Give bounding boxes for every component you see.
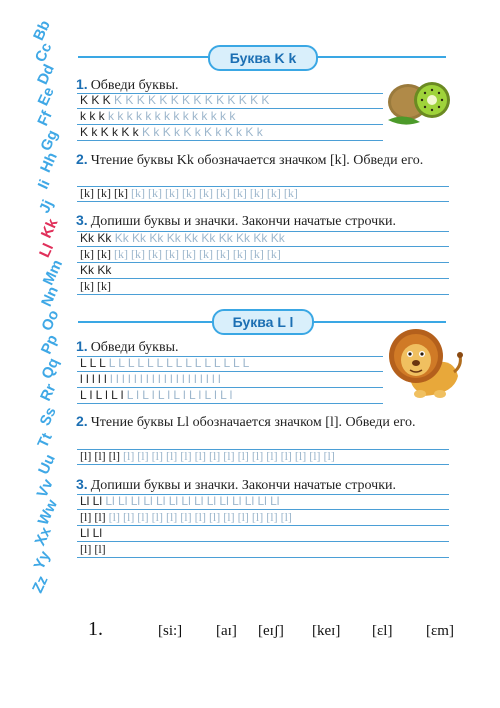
- alphabet-letter: Gg: [37, 127, 62, 154]
- row-solid: [l] [l] [l]: [80, 449, 120, 463]
- task-2-l: [76, 413, 452, 431]
- task-number: 3.: [76, 476, 88, 492]
- row-solid: [k] [k]: [80, 247, 111, 261]
- task-text: Допиши буквы и значки. Закончи начатые строчки.: [90, 214, 397, 229]
- alphabet-letter: Cc: [31, 40, 56, 65]
- row-trace: L l L l L l L l L l L l L l: [126, 388, 233, 402]
- title-divider: [312, 321, 446, 323]
- task-number: 3.: [76, 212, 88, 228]
- alphabet-letter: Zz: [29, 573, 52, 596]
- alphabet-letter: Ii: [34, 177, 54, 192]
- alphabet-letter: Vv: [33, 476, 57, 501]
- trace-row: [77, 388, 383, 404]
- trace-row: [77, 372, 383, 388]
- write-row: [77, 279, 449, 295]
- kiwi-fruit-icon: [384, 74, 456, 130]
- alphabet-letter: Jj: [35, 197, 57, 216]
- alphabet-letter-highlight: Ll: [36, 240, 58, 261]
- task-text: Обведи буквы.: [90, 340, 179, 355]
- alphabet-letter: Uu: [35, 451, 59, 478]
- alphabet-letter: Bb: [30, 17, 54, 44]
- trace-row: [77, 356, 383, 372]
- task-2-k: [76, 151, 452, 169]
- alphabet-letter: Mm: [39, 257, 67, 288]
- alphabet-letter: Xx: [31, 524, 55, 549]
- row-trace: [l] [l] [l] [l] [l] [l] [l] [l] [l] [l] [l] [l] [l] [l] [l]: [122, 449, 335, 463]
- row-solid: L l L l L l: [80, 388, 124, 402]
- alphabet-letter: Ww: [34, 497, 62, 528]
- answer-item: [ɛl]: [372, 623, 393, 639]
- alphabet-letter: Tt: [34, 430, 56, 451]
- write-row: [77, 542, 449, 558]
- alphabet-letter: Qq: [38, 355, 63, 382]
- row-solid: K k K k K k: [80, 125, 139, 139]
- section-title-l: Буква L l: [212, 309, 314, 335]
- row-solid: l l l l l: [80, 372, 107, 386]
- row-trace: [k] [k] [k] [k] [k] [k] [k] [k] [k] [k]: [130, 186, 298, 200]
- alphabet-letter: Oo: [38, 307, 63, 334]
- row-trace: l l l l l l l l l l l l l l l l l l l: [110, 372, 221, 386]
- row-trace: K K K K K K K K K K K K K K: [114, 93, 270, 107]
- row-trace: L L L L L L L L L L L L L L L: [108, 356, 250, 370]
- row-trace: Ll Ll Ll Ll Ll Ll Ll Ll Ll Ll Ll Ll Ll Ll: [105, 494, 280, 508]
- task-number: 1.: [76, 76, 88, 92]
- task-text: Чтение буквы Ll обозначается значком [l]. Обведи его.: [90, 415, 416, 430]
- section-title-k: Буква K k: [208, 45, 318, 71]
- row-solid: L L L: [80, 356, 106, 370]
- task-number: 2.: [76, 413, 88, 429]
- task-number: 1.: [76, 338, 88, 354]
- row-solid: [l] [l]: [80, 510, 106, 524]
- title-divider: [316, 56, 446, 58]
- alphabet-letter: Dd: [34, 61, 58, 88]
- trace-row: [77, 93, 383, 109]
- alphabet-letter: Ss: [36, 404, 60, 429]
- lion-illustration: [384, 326, 464, 402]
- alphabet-letter: Rr: [37, 381, 60, 404]
- alphabet-letter: Yy: [30, 548, 54, 573]
- row-solid: Kk Kk: [80, 263, 112, 277]
- title-divider: [78, 321, 212, 323]
- row-solid: [k] [k] [k]: [80, 186, 128, 200]
- task-3-k: [76, 212, 396, 230]
- write-row: [77, 231, 449, 247]
- alphabet-letter: Ee: [34, 84, 58, 109]
- task-text: Допиши буквы и значки. Закончи начатые строчки.: [90, 478, 397, 493]
- row-trace: Kk Kk Kk Kk Kk Kk Kk Kk Kk Kk: [114, 231, 285, 245]
- write-row: [77, 247, 449, 263]
- row-solid: k k k: [80, 109, 105, 123]
- title-divider: [78, 56, 208, 58]
- ipa-trace-row: [77, 449, 449, 465]
- answer-item: [si:]: [158, 623, 183, 639]
- row-trace: [l] [l] [l] [l] [l] [l] [l] [l] [l] [l] [l] [l] [l]: [108, 510, 292, 524]
- answer-number: 1.: [88, 618, 103, 640]
- row-solid: Kk Kk: [80, 231, 112, 245]
- answer-item: [aɪ]: [216, 623, 237, 639]
- answer-item: [keɪ]: [312, 623, 341, 639]
- row-solid: Ll Ll: [80, 494, 103, 508]
- row-solid: K K K: [80, 93, 111, 107]
- alphabet-letter: Ff: [34, 108, 56, 129]
- task-number: 2.: [76, 151, 88, 167]
- row-trace: [k] [k] [k] [k] [k] [k] [k] [k] [k] [k]: [113, 247, 281, 261]
- ipa-trace-row: [77, 186, 449, 202]
- trace-row: [77, 125, 383, 141]
- task-3-l: [76, 476, 396, 494]
- row-solid: Ll Ll: [80, 526, 103, 540]
- write-row: [77, 494, 449, 510]
- trace-row: [77, 109, 383, 125]
- row-solid: [l] [l]: [80, 542, 106, 556]
- alphabet-letter: Nn: [38, 283, 62, 310]
- task-text: Обведи буквы.: [90, 78, 179, 93]
- alphabet-letter-highlight: Kk: [37, 216, 62, 241]
- write-row: [77, 526, 449, 542]
- row-trace: K k K k K k K k K k K k: [142, 125, 263, 139]
- row-trace: k k k k k k k k k k k k k k: [108, 109, 236, 123]
- task-1-k: [76, 76, 179, 94]
- alphabet-letter: Pp: [37, 332, 62, 357]
- task-1-l: [76, 338, 179, 356]
- alphabet-letter: Hh: [37, 149, 61, 176]
- alphabet-strip: [29, 17, 67, 596]
- write-row: [77, 510, 449, 526]
- answer-item: [eɪʃ]: [258, 623, 284, 639]
- answer-item: [ɛm]: [426, 623, 454, 639]
- write-row: [77, 263, 449, 279]
- row-solid: [k] [k]: [80, 279, 111, 293]
- task-text: Чтение буквы Kk обозначается значком [k]. Обведи его.: [90, 153, 424, 168]
